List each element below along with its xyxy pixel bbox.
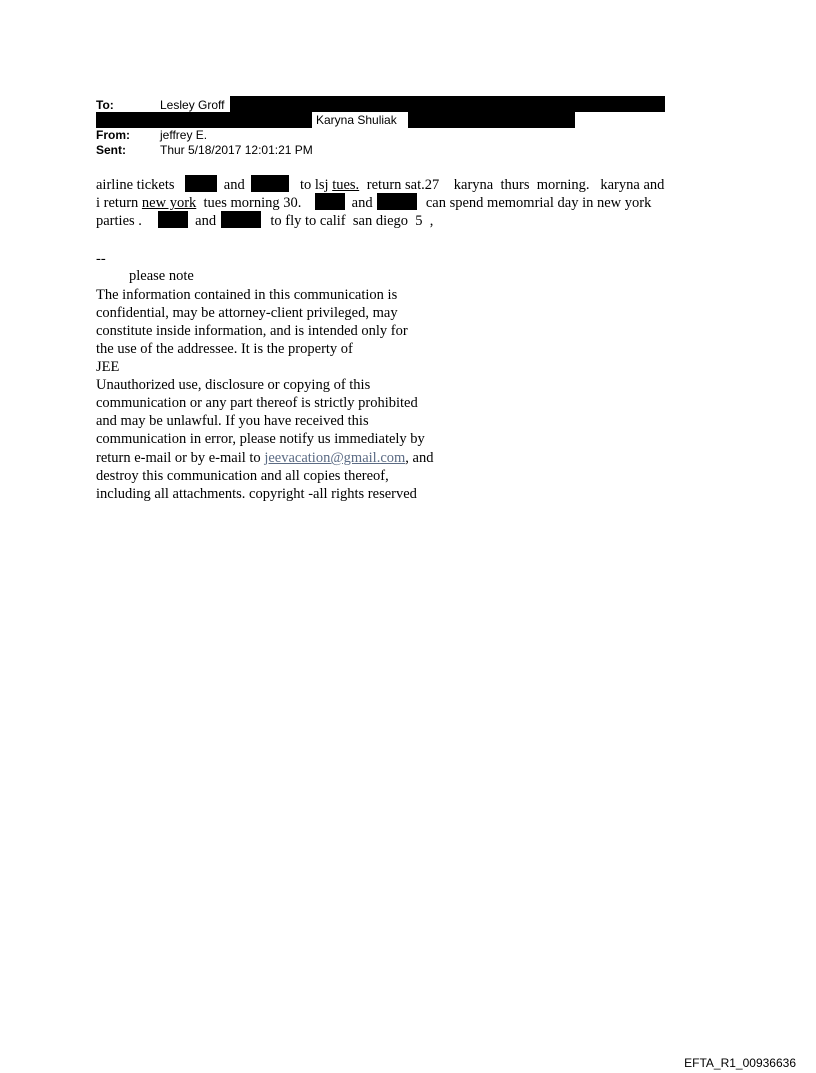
disclaimer-email-line [96,449,433,467]
body-text: to fly to calif san diego 5 , [270,213,434,229]
document-id: EFTA_R1_00936636 [684,1056,796,1070]
body-text: return sat.27 [366,177,440,193]
redaction-box [221,211,261,228]
email-link[interactable]: jeevacation@gmail.com [264,450,406,466]
disclaimer-line: communication in error, please notify us immediately by [96,431,425,447]
body-text: airline tickets [96,177,175,193]
redaction-box [185,175,217,192]
body-text: new york [141,195,197,211]
disclaimer-line: The information contained in this communication is [96,287,398,303]
disclaimer-line: destroy this communication and all copies thereof, [96,468,389,484]
signature-separator: -- [96,251,106,267]
disclaimer-line: and may be unlawful. If you have received this [96,413,369,429]
disclaimer-line: constitute inside information, and is intended only for [96,323,408,339]
disclaimer-line: the use of the addressee. It is the property of [96,341,353,357]
please-note: please note [129,268,194,284]
disclaimer-line: including all attachments. copyright -all rights reserved [96,486,417,502]
disclaimer-line: Unauthorized use, disclosure or copying of this [96,377,371,393]
disclaimer-line: JEE [96,359,120,375]
redaction-box [158,211,188,228]
to-recipient: Lesley Groff [160,98,225,112]
redaction-box [315,193,345,210]
from-label: From: [96,128,130,142]
disclaimer-text: , and [405,450,434,466]
body-text: tues morning 30. [196,195,302,211]
redaction-box [377,193,417,210]
disclaimer-text: return e-mail or by e-mail to [96,450,265,466]
body-text: karyna thurs morning. karyna and [442,177,665,193]
redaction-box [251,175,289,192]
body-text: i return [96,195,142,211]
to-label: To: [96,98,114,112]
body-text: and [223,177,245,193]
disclaimer-line: confidential, may be attorney-client privileged, may [96,305,398,321]
redaction-bar [230,96,665,112]
body-text: and [351,195,373,211]
body-text: tues. [332,177,360,193]
body-line-1 [96,175,664,194]
redaction-bar [408,112,575,128]
disclaimer-line: communication or any part thereof is strictly prohibited [96,395,418,411]
sent-timestamp: Thur 5/18/2017 12:01:21 PM [160,143,313,157]
body-text: parties . [96,213,142,229]
body-line-3 [96,211,433,230]
to-second-recipient: Karyna Shuliak [316,113,397,127]
body-text: can spend memomrial day in new york [425,195,652,211]
sent-label: Sent: [96,143,126,157]
body-text: to lsj [299,177,329,193]
body-text: and [195,213,217,229]
redaction-bar [96,112,312,128]
from-sender: jeffrey E. [160,128,208,142]
body-line-2 [96,193,651,212]
